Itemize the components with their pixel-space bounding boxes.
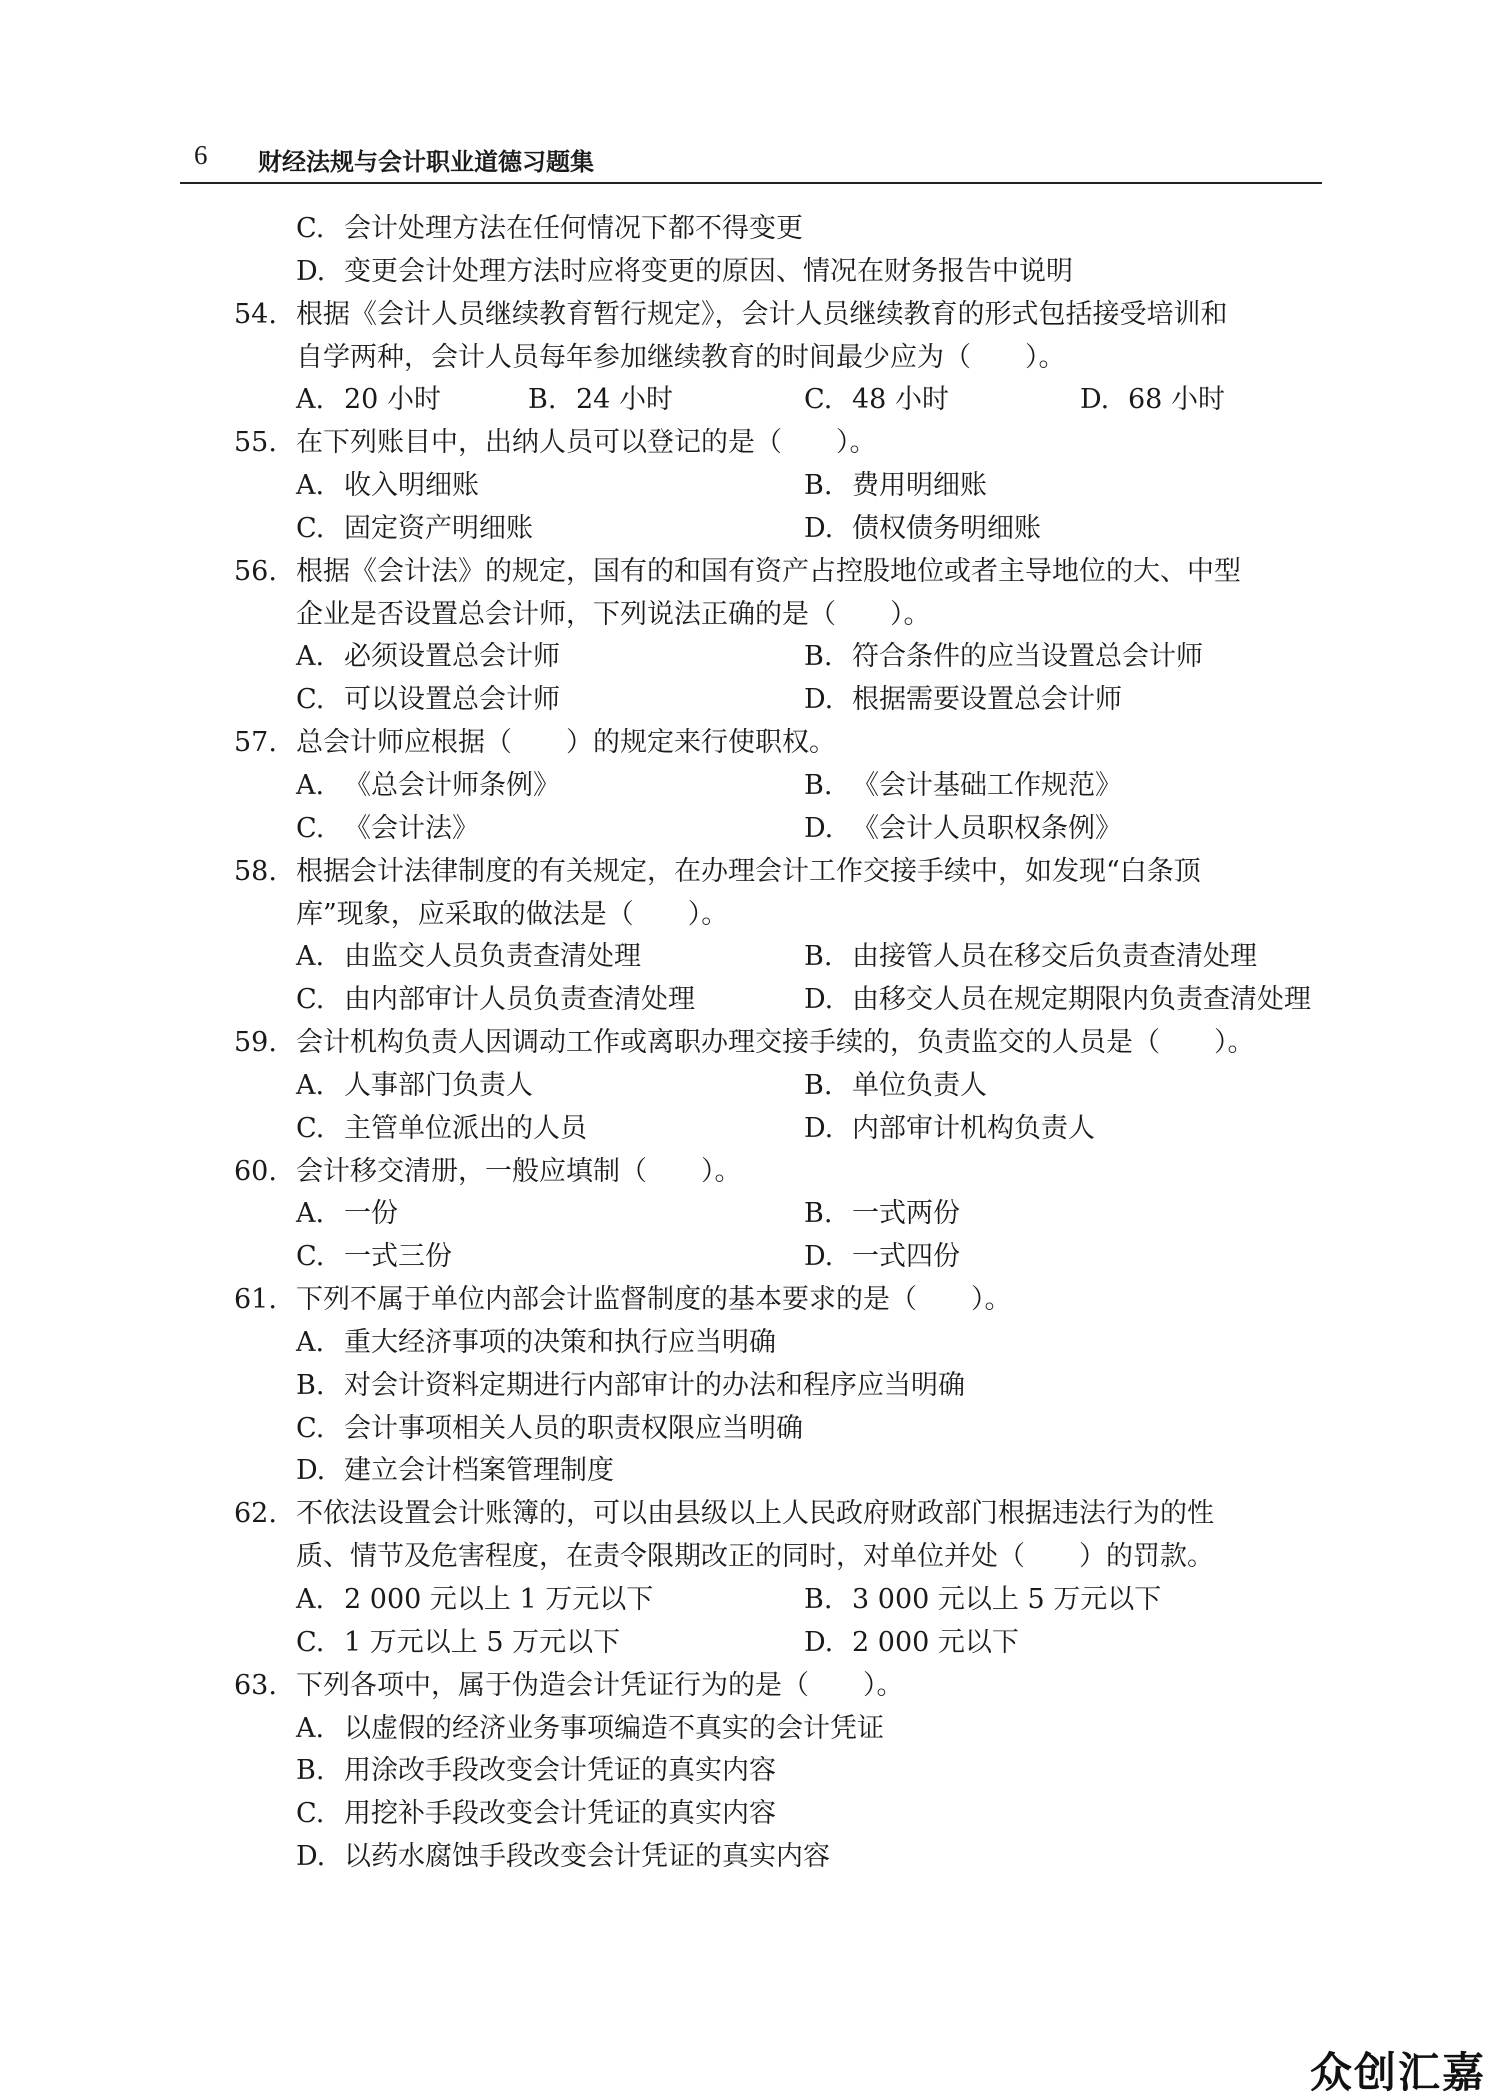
question-stem: [0, 551, 1504, 594]
question-number: 54.: [234, 298, 277, 330]
option: D. 内部审计机构负责人: [804, 1112, 1095, 1144]
option-row: [0, 936, 1504, 979]
option-row: [0, 1793, 1504, 1836]
option-row: [0, 1408, 1504, 1451]
option-row: [0, 1108, 1504, 1151]
book-title: 财经法规与会计职业道德习题集: [258, 148, 594, 176]
question-stem-continued: [0, 594, 1504, 637]
option: A. 重大经济事项的决策和执行应当明确: [296, 1326, 776, 1358]
option: D. 以药水腐蚀手段改变会计凭证的真实内容: [296, 1841, 830, 1873]
question-text: 根据《会计人员继续教育暂行规定》，会计人员继续教育的形式包括接受培训和: [296, 298, 1228, 330]
page-header: [180, 138, 1322, 184]
option: B. 3 000 元以上 5 万元以下: [804, 1584, 1162, 1615]
option: B. 24 小时: [528, 384, 673, 416]
option-row: [0, 1622, 1504, 1665]
question-number: 58.: [234, 855, 277, 887]
option: A. 以虚假的经济业务事项编造不真实的会计凭证: [296, 1712, 884, 1744]
question-stem: [0, 851, 1504, 894]
question-text: 下列不属于单位内部会计监督制度的基本要求的是（ ）。: [296, 1284, 1012, 1316]
option-row: [0, 765, 1504, 808]
question-stem: [0, 1022, 1504, 1065]
question-text: 企业是否设置总会计师，下列说法正确的是（ ）。: [296, 598, 931, 630]
question-text: 下列各项中，属于伪造会计凭证行为的是（ ）。: [296, 1669, 904, 1701]
question-number: 61.: [234, 1284, 277, 1316]
question-stem-continued: [0, 337, 1504, 380]
option: B. 单位负责人: [804, 1069, 987, 1101]
option: C. 固定资产明细账: [296, 512, 533, 544]
option-row: [0, 379, 1504, 422]
option: B. 用涂改手段改变会计凭证的真实内容: [296, 1755, 776, 1787]
option: D. 2 000 元以下: [804, 1626, 1019, 1658]
question-text: 库”现象，应采取的做法是（ ）。: [296, 898, 729, 930]
option-row: [0, 1365, 1504, 1408]
question-text: 在下列账目中，出纳人员可以登记的是（ ）。: [296, 427, 877, 459]
option: A. 收入明细账: [296, 470, 479, 502]
option: D. 一式四份: [804, 1241, 960, 1273]
option: B. 费用明细账: [804, 470, 987, 502]
question-stem-continued: [0, 1536, 1504, 1579]
option: D. 由移交人员在规定期限内负责查清处理: [804, 984, 1311, 1016]
question-text: 总会计师应根据（ ）的规定来行使职权。: [296, 727, 836, 759]
option-row: [0, 1322, 1504, 1365]
option: B. 一式两份: [804, 1198, 960, 1230]
option: B. 由接管人员在移交后负责查清处理: [804, 941, 1257, 973]
option-row: [0, 1836, 1504, 1879]
question-stem-continued: [0, 894, 1504, 937]
option-row: [0, 1579, 1504, 1622]
question-number: 55.: [234, 427, 277, 459]
option: D. 《会计人员职权条例》: [804, 812, 1122, 844]
option: A. 由监交人员负责查清处理: [296, 941, 641, 973]
option: B. 对会计资料定期进行内部审计的办法和程序应当明确: [296, 1369, 965, 1401]
question-text: 不依法设置会计账簿的，可以由县级以上人民政府财政部门根据违法行为的性: [296, 1498, 1214, 1530]
question-number: 63.: [234, 1669, 277, 1701]
option: A. 《总会计师条例》: [296, 769, 560, 801]
question-number: 62.: [234, 1498, 277, 1530]
question-text: 会计移交清册，一般应填制（ ）。: [296, 1155, 742, 1187]
option-row: [0, 508, 1504, 551]
question-number: 57.: [234, 727, 277, 759]
option-row: [0, 251, 1504, 294]
option: C. 由内部审计人员负责查清处理: [296, 984, 695, 1016]
option: C. 1 万元以上 5 万元以下: [296, 1626, 621, 1658]
question-stem: [0, 722, 1504, 765]
option-row: [0, 1065, 1504, 1108]
option: B. 《会计基础工作规范》: [804, 769, 1122, 801]
option: A. 人事部门负责人: [296, 1069, 533, 1101]
question-stem: [0, 1493, 1504, 1536]
option-row: [0, 1750, 1504, 1793]
watermark-logo: 众创汇嘉: [1310, 2048, 1487, 2097]
option-row: [0, 465, 1504, 508]
question-number: 60.: [234, 1155, 277, 1187]
question-text: 自学两种，会计人员每年参加继续教育的时间最少应为（ ）。: [296, 341, 1066, 373]
option-row: [0, 1708, 1504, 1751]
option-row: [0, 808, 1504, 851]
option: C. 48 小时: [804, 384, 949, 416]
question-stem: [0, 1151, 1504, 1194]
option: C. 主管单位派出的人员: [296, 1112, 587, 1144]
option-row: [0, 208, 1504, 251]
question-number: 59.: [234, 1027, 277, 1059]
question-stem: [0, 422, 1504, 465]
option-row: [0, 1193, 1504, 1236]
option: D. 变更会计处理方法时应将变更的原因、情况在财务报告中说明: [296, 255, 1073, 287]
option-row: [0, 979, 1504, 1022]
option: C. 可以设置总会计师: [296, 684, 560, 716]
question-stem: [0, 294, 1504, 337]
option-row: [0, 1236, 1504, 1279]
option: C. 会计处理方法在任何情况下都不得变更: [296, 213, 803, 244]
question-text: 根据会计法律制度的有关规定，在办理会计工作交接手续中，如发现“白条顶: [296, 855, 1201, 887]
option: A. 一份: [296, 1198, 398, 1230]
option: A. 2 000 元以上 1 万元以下: [296, 1584, 654, 1615]
option-row: [0, 679, 1504, 722]
question-stem: [0, 1279, 1504, 1322]
option: C. 一式三份: [296, 1241, 452, 1273]
question-text: 质、情节及危害程度，在责令限期改正的同时，对单位并处（ ）的罚款。: [296, 1541, 1214, 1573]
option: A. 必须设置总会计师: [296, 641, 560, 673]
page-number: 6: [194, 140, 208, 170]
question-list: [0, 208, 1504, 1879]
question-text: 会计机构负责人因调动工作或离职办理交接手续的，负责监交的人员是（ ）。: [296, 1027, 1255, 1059]
option: D. 68 小时: [1080, 384, 1225, 416]
option: B. 符合条件的应当设置总会计师: [804, 641, 1203, 673]
option-row: [0, 636, 1504, 679]
option: C. 用挖补手段改变会计凭证的真实内容: [296, 1798, 776, 1830]
option: D. 建立会计档案管理制度: [296, 1455, 614, 1487]
option: C. 《会计法》: [296, 812, 479, 844]
option: D. 债权债务明细账: [804, 512, 1041, 544]
question-number: 56.: [234, 555, 277, 587]
option: A. 20 小时: [296, 384, 441, 416]
option-row: [0, 1450, 1504, 1493]
question-text: 根据《会计法》的规定，国有的和国有资产占控股地位或者主导地位的大、中型: [296, 555, 1241, 587]
option: C. 会计事项相关人员的职责权限应当明确: [296, 1412, 803, 1444]
question-stem: [0, 1665, 1504, 1708]
option: D. 根据需要设置总会计师: [804, 684, 1122, 716]
